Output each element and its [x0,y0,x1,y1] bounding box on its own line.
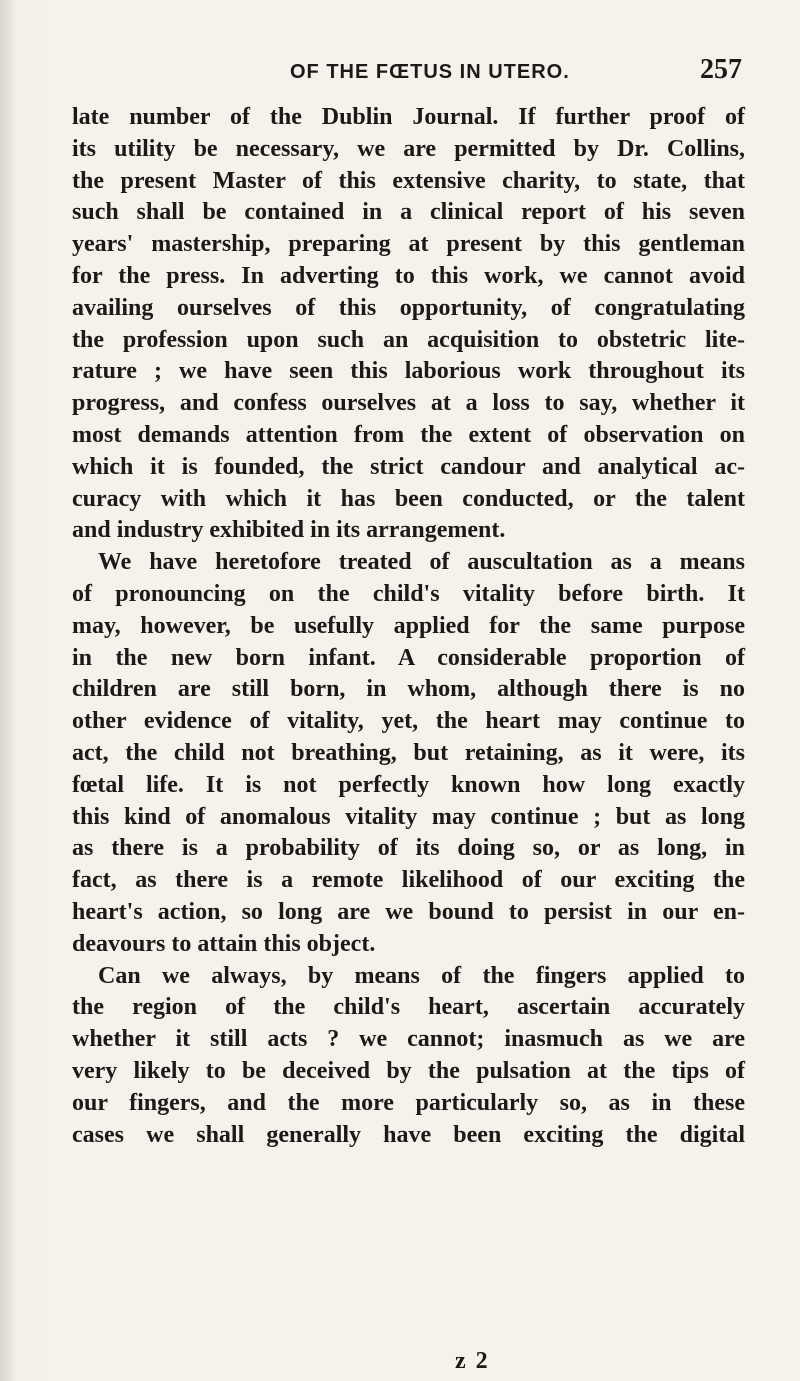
text-line-27: deavours to attain this object. [72,930,376,957]
text-line-25: fact, as there is a remote likelihood of our exciting the [72,867,745,894]
text-line-1: late number of the Dublin Journal. If further proof of [72,104,745,130]
text-line-9: rature ; we have seen this laborious work throughout its [72,358,745,385]
text-line-32: our fingers, and the more particularly so, as in these [72,1089,745,1116]
text-line-21: act, the child not breathing, but retaining, as it were, its [72,739,745,766]
text-line-18: in the new born infant. A considerable proportion of [72,644,745,671]
text-line-19: children are still born, in whom, although there is no [72,676,745,703]
text-line-17: may, however, be usefully applied for the same purpose [72,612,745,639]
text-line-12: which it is founded, the strict candour and analytical ac- [72,453,745,480]
binding-shadow [0,0,14,1381]
text-line-31: very likely to be deceived by the pulsation at the tips of [72,1057,745,1084]
text-line-11: most demands attention from the extent of observation on [72,421,745,448]
text-line-6: for the press. In adverting to this work, we cannot avoid [72,262,745,289]
text-line-3: the present Master of this extensive charity, to state, that [72,167,745,194]
text-line-29: the region of the child's heart, ascertain accurately [72,994,745,1021]
text-line-28: Can we always, by means of the fingers applied to [98,962,745,989]
body-text [72,102,745,1151]
text-line-7: availing ourselves of this opportunity, of congratulating [72,294,745,321]
text-line-30: whether it still acts ? we cannot; inasmuch as we are [72,1026,745,1053]
text-line-4: such shall be contained in a clinical report of his seven [72,199,745,226]
text-line-8: the profession upon such an acquisition to obstetric lite- [72,326,745,353]
text-line-10: progress, and confess ourselves at a loss to say, whether it [72,390,745,417]
text-line-2: its utility be necessary, we are permitted by Dr. Collins, [72,135,745,162]
running-head [0,54,800,100]
text-line-24: as there is a probability of its doing so, or as long, in [72,835,745,862]
text-line-5: years' mastership, preparing at present by this gentleman [72,231,745,258]
text-line-16: of pronouncing on the child's vitality before birth. It [72,580,745,607]
text-line-33: cases we shall generally have been exciting the digital [72,1121,745,1148]
text-line-15: We have heretofore treated of auscultation as a means [98,549,745,576]
text-line-22: fœtal life. It is not perfectly known how long exactly [72,771,745,798]
text-line-14: and industry exhibited in its arrangement. [72,517,506,544]
signature-mark: z 2 [455,1348,490,1374]
text-line-26: heart's action, so long are we bound to persist in our en- [72,898,745,925]
text-line-13: curacy with which it has been conducted, or the talent [72,485,745,512]
text-line-20: other evidence of vitality, yet, the heart may continue to [72,708,745,735]
running-title: OF THE FŒTUS IN UTERO. [290,61,570,83]
page-number: 257 [700,54,742,85]
text-line-23: this kind of anomalous vitality may continue ; but as long [72,803,745,830]
